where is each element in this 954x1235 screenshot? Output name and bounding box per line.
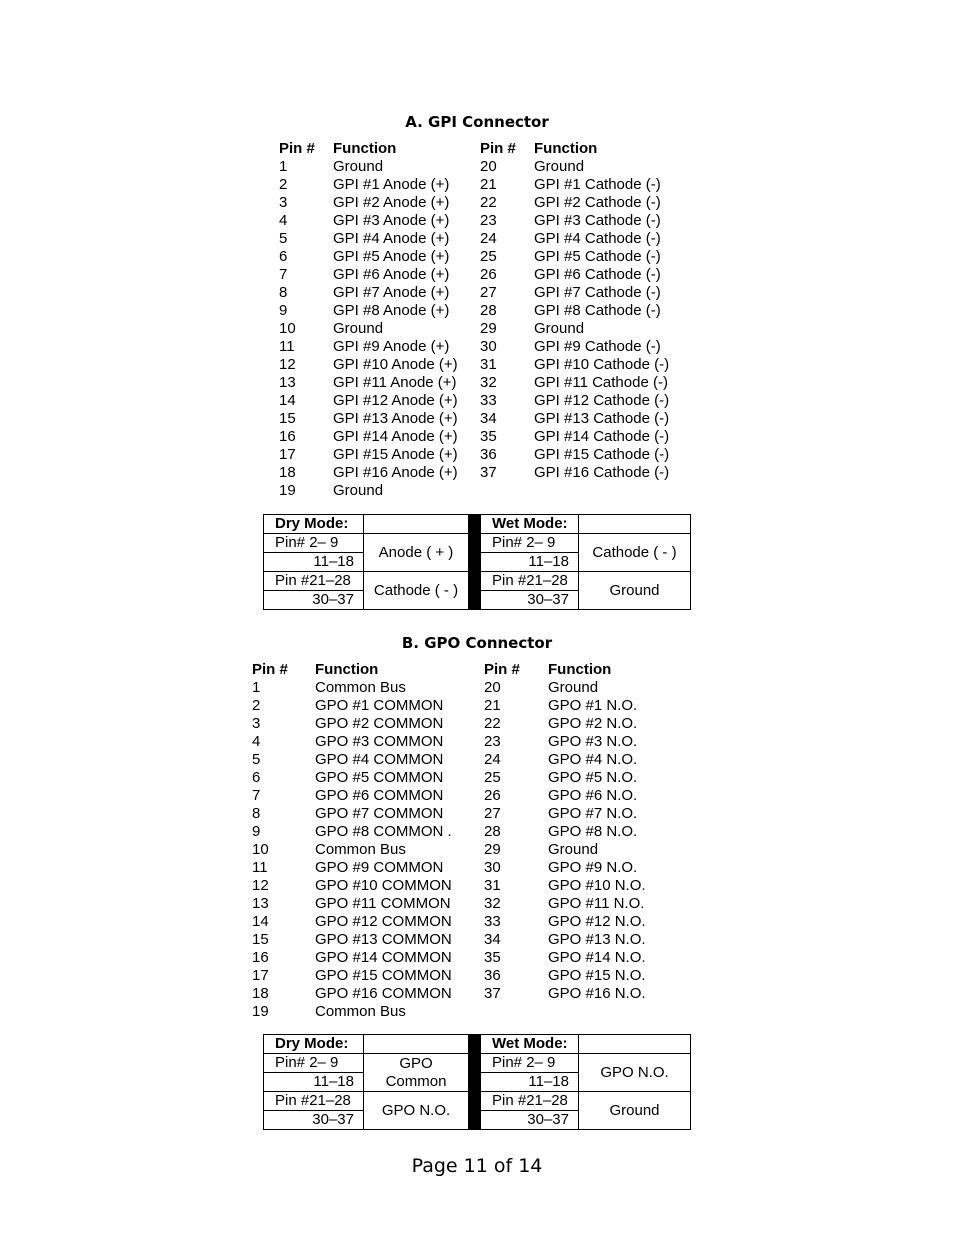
pin-number: 17	[252, 967, 269, 984]
pin-function: GPI #3 Anode (+)	[333, 212, 450, 229]
mode-divider	[469, 1035, 481, 1130]
pin-number: 2	[279, 176, 288, 193]
pin-number: 15	[279, 410, 296, 427]
pin-number: 32	[480, 374, 497, 391]
pin-number: 1	[279, 158, 288, 175]
pin-number: 19	[279, 482, 296, 499]
pin-number: 37	[480, 464, 497, 481]
pin-function: GPI #10 Cathode (-)	[534, 356, 670, 373]
table-header-row	[279, 140, 669, 158]
pin-number: 18	[252, 985, 269, 1002]
pin-number: 21	[480, 176, 497, 193]
pin-function: GPO #8 COMMON .	[315, 823, 452, 840]
pin-range: 30–37	[481, 591, 579, 610]
pin-function: GPI #10 Anode (+)	[333, 356, 458, 373]
dry-mode-value-line: GPO	[399, 1054, 433, 1072]
pin-function: GPO #10 COMMON	[315, 877, 452, 894]
pin-function: GPI #1 Cathode (-)	[534, 176, 661, 193]
pin-function: GPI #12 Cathode (-)	[534, 392, 670, 409]
pin-number: 22	[480, 194, 497, 211]
pin-number: 1	[252, 679, 261, 696]
table-row	[279, 356, 669, 374]
pin-function: GPO #3 N.O.	[548, 733, 638, 750]
table-row	[279, 302, 669, 320]
pin-number: 27	[484, 805, 501, 822]
pin-number: 15	[252, 931, 269, 948]
pin-header: Pin #	[279, 140, 315, 157]
pin-function: GPI #5 Cathode (-)	[534, 248, 661, 265]
blank-cell	[579, 1035, 691, 1054]
pin-range: Pin# 2– 9	[264, 1054, 364, 1073]
pin-range: Pin #21–28	[481, 1092, 579, 1111]
table-row	[252, 715, 646, 733]
pin-number: 33	[484, 913, 501, 930]
pin-function: GPO #5 N.O.	[548, 769, 638, 786]
pin-function: Ground	[534, 158, 585, 175]
pin-function: GPO #1 COMMON	[315, 697, 444, 714]
pin-number: 29	[480, 320, 497, 337]
table-row	[252, 931, 646, 949]
table-row	[279, 158, 669, 176]
dry-mode-value: Cathode ( - )	[364, 572, 469, 610]
pin-number: 25	[480, 248, 497, 265]
wet-mode-value: Ground	[579, 1092, 691, 1130]
table-row	[252, 823, 646, 841]
pin-number: 6	[279, 248, 288, 265]
dry-mode-label: Dry Mode:	[264, 515, 364, 534]
dry-mode-label: Dry Mode:	[264, 1035, 364, 1054]
pin-function: GPO #14 COMMON	[315, 949, 452, 966]
table-header-row	[252, 661, 646, 679]
pin-number: 31	[484, 877, 501, 894]
pin-number: 31	[480, 356, 497, 373]
pin-number	[484, 1003, 548, 1021]
pin-function: GPI #15 Anode (+)	[333, 446, 458, 463]
pin-header: Pin #	[252, 661, 288, 678]
table-row	[279, 212, 669, 230]
table-row	[279, 284, 669, 302]
function-header: Function	[534, 140, 598, 157]
pin-number: 28	[480, 302, 497, 319]
gpi-pin-table	[279, 140, 669, 500]
pin-number: 29	[484, 841, 501, 858]
table-row	[279, 194, 669, 212]
pin-function: GPI #16 Cathode (-)	[534, 464, 670, 481]
pin-function: GPI #1 Anode (+)	[333, 176, 450, 193]
pin-number: 4	[279, 212, 288, 229]
table-row	[252, 1003, 646, 1021]
pin-function: Ground	[333, 158, 384, 175]
table-row	[252, 859, 646, 877]
pin-function: GPO #7 N.O.	[548, 805, 638, 822]
dry-mode-value	[364, 1054, 469, 1092]
table-row	[252, 697, 646, 715]
pin-function: GPI #7 Cathode (-)	[534, 284, 661, 301]
pin-number: 20	[484, 679, 501, 696]
pin-number: 3	[279, 194, 288, 211]
wet-mode-label: Wet Mode:	[481, 1035, 579, 1054]
pin-function: GPO #3 COMMON	[315, 733, 444, 750]
pin-number: 9	[252, 823, 261, 840]
table-row	[252, 679, 646, 697]
pin-function: GPI #13 Cathode (-)	[534, 410, 670, 427]
table-row	[252, 895, 646, 913]
pin-function: GPO #5 COMMON	[315, 769, 444, 786]
pin-number: 25	[484, 769, 501, 786]
table-row	[279, 374, 669, 392]
pin-range: 30–37	[481, 1111, 579, 1130]
table-row	[279, 464, 669, 482]
wet-mode-value: Cathode ( - )	[579, 534, 691, 572]
pin-range: 30–37	[264, 1111, 364, 1130]
table-row	[279, 428, 669, 446]
dry-mode-value: Anode ( + )	[364, 534, 469, 572]
pin-function: Ground	[534, 320, 585, 337]
pin-function: GPI #11 Cathode (-)	[534, 374, 668, 391]
table-row	[279, 392, 669, 410]
pin-number: 10	[279, 320, 296, 337]
pin-number: 17	[279, 446, 296, 463]
pin-number: 33	[480, 392, 497, 409]
pin-number: 30	[484, 859, 501, 876]
pin-function: GPI #6 Anode (+)	[333, 266, 450, 283]
pin-function: GPO #6 N.O.	[548, 787, 638, 804]
table-row	[252, 805, 646, 823]
pin-function: GPO #13 COMMON	[315, 931, 452, 948]
blank-cell	[579, 515, 691, 534]
table-row	[279, 410, 669, 428]
table-row	[279, 266, 669, 284]
pin-number: 10	[252, 841, 269, 858]
pin-function: Common Bus	[315, 841, 406, 858]
pin-function: GPO #11 COMMON	[315, 895, 451, 912]
pin-number: 8	[279, 284, 288, 301]
pin-number: 28	[484, 823, 501, 840]
pin-function: GPO #12 COMMON	[315, 913, 452, 930]
pin-function: GPO #8 N.O.	[548, 823, 638, 840]
table-row	[279, 338, 669, 356]
pin-range: Pin# 2– 9	[481, 534, 579, 553]
function-header: Function	[333, 140, 397, 157]
pin-number: 16	[279, 428, 296, 445]
table-row	[279, 176, 669, 194]
pin-number: 30	[480, 338, 497, 355]
pin-range: Pin #21–28	[264, 572, 364, 591]
pin-number: 11	[252, 859, 268, 876]
pin-function: GPI #4 Anode (+)	[333, 230, 450, 247]
pin-number: 36	[480, 446, 497, 463]
pin-function: Common Bus	[315, 679, 406, 696]
gpo-pin-table	[252, 661, 646, 1021]
table-row	[252, 751, 646, 769]
pin-number: 13	[252, 895, 269, 912]
pin-function: GPO #2 N.O.	[548, 715, 638, 732]
pin-number: 5	[279, 230, 288, 247]
pin-function: GPI #16 Anode (+)	[333, 464, 458, 481]
pin-function: GPI #8 Anode (+)	[333, 302, 450, 319]
table-row	[279, 482, 669, 500]
pin-number: 32	[484, 895, 501, 912]
pin-range: 11–18	[481, 553, 579, 572]
pin-function: GPI #4 Cathode (-)	[534, 230, 661, 247]
pin-number: 26	[480, 266, 497, 283]
pin-function: GPO #7 COMMON	[315, 805, 444, 822]
gpi-section-title: A. GPI Connector	[405, 113, 549, 131]
pin-number: 35	[484, 949, 501, 966]
table-row	[252, 967, 646, 985]
pin-number: 23	[480, 212, 497, 229]
pin-function: GPO #15 COMMON	[315, 967, 452, 984]
pin-number: 14	[252, 913, 269, 930]
pin-number: 8	[252, 805, 261, 822]
pin-function: Ground	[548, 841, 599, 858]
pin-function: GPI #11 Anode (+)	[333, 374, 457, 391]
mode-divider	[469, 515, 481, 610]
pin-number: 13	[279, 374, 296, 391]
pin-number: 22	[484, 715, 501, 732]
pin-function: GPO #1 N.O.	[548, 697, 638, 714]
pin-function: GPI #3 Cathode (-)	[534, 212, 661, 229]
pin-function: GPO #10 N.O.	[548, 877, 646, 894]
pin-range: 11–18	[481, 1073, 579, 1092]
pin-number: 23	[484, 733, 501, 750]
table-row	[252, 949, 646, 967]
pin-function: GPI #2 Cathode (-)	[534, 194, 661, 211]
pin-number: 24	[480, 230, 497, 247]
wet-mode-value: GPO N.O.	[579, 1054, 691, 1092]
table-row	[279, 446, 669, 464]
wet-mode-label: Wet Mode:	[481, 515, 579, 534]
pin-function: GPO #6 COMMON	[315, 787, 444, 804]
pin-function: GPI #14 Anode (+)	[333, 428, 458, 445]
pin-function: GPO #2 COMMON	[315, 715, 444, 732]
gpo-mode-table	[263, 1034, 691, 1130]
pin-function: GPI #9 Cathode (-)	[534, 338, 661, 355]
pin-number: 11	[279, 338, 295, 355]
function-header: Function	[315, 661, 379, 678]
pin-number: 6	[252, 769, 261, 786]
table-row	[252, 733, 646, 751]
pin-number: 12	[252, 877, 269, 894]
dry-mode-value-line: Common	[385, 1072, 447, 1090]
pin-function: GPI #14 Cathode (-)	[534, 428, 670, 445]
pin-function: GPI #15 Cathode (-)	[534, 446, 670, 463]
pin-range: Pin #21–28	[481, 572, 579, 591]
pin-number: 16	[252, 949, 269, 966]
pin-number: 34	[484, 931, 501, 948]
pin-number: 37	[484, 985, 501, 1002]
table-row	[252, 877, 646, 895]
pin-number: 12	[279, 356, 296, 373]
pin-header: Pin #	[484, 661, 520, 678]
pin-number: 35	[480, 428, 497, 445]
pin-function: Ground	[333, 482, 384, 499]
dry-mode-value: GPO N.O.	[364, 1092, 469, 1130]
pin-number: 26	[484, 787, 501, 804]
pin-header: Pin #	[480, 140, 516, 157]
pin-number: 3	[252, 715, 261, 732]
pin-number: 14	[279, 392, 296, 409]
table-row	[279, 248, 669, 266]
pin-function: GPI #5 Anode (+)	[333, 248, 450, 265]
pin-number: 7	[279, 266, 288, 283]
pin-range: Pin# 2– 9	[264, 534, 364, 553]
table-row	[252, 985, 646, 1003]
pin-number: 34	[480, 410, 497, 427]
function-header: Function	[548, 661, 612, 678]
table-row	[252, 787, 646, 805]
pin-number: 4	[252, 733, 261, 750]
table-row	[252, 841, 646, 859]
table-row	[252, 769, 646, 787]
pin-number: 24	[484, 751, 501, 768]
pin-function: GPI #6 Cathode (-)	[534, 266, 661, 283]
table-row	[252, 913, 646, 931]
blank-cell	[364, 1035, 469, 1054]
blank-cell	[364, 515, 469, 534]
pin-number: 9	[279, 302, 288, 319]
pin-number: 2	[252, 697, 261, 714]
pin-function: GPO #16 N.O.	[548, 985, 646, 1002]
pin-function: GPO #4 N.O.	[548, 751, 638, 768]
pin-number: 5	[252, 751, 261, 768]
pin-function: GPO #4 COMMON	[315, 751, 444, 768]
pin-function: GPI #13 Anode (+)	[333, 410, 458, 427]
table-row	[279, 320, 669, 338]
pin-function: GPO #11 N.O.	[548, 895, 645, 912]
pin-function: Common Bus	[315, 1003, 406, 1020]
pin-function: GPO #9 COMMON	[315, 859, 444, 876]
pin-function: GPI #2 Anode (+)	[333, 194, 450, 211]
pin-range: 11–18	[264, 1073, 364, 1092]
pin-range: 30–37	[264, 591, 364, 610]
pin-function: GPO #16 COMMON	[315, 985, 452, 1002]
table-row	[279, 230, 669, 248]
pin-function: GPI #9 Anode (+)	[333, 338, 450, 355]
pin-function: GPO #15 N.O.	[548, 967, 646, 984]
pin-number: 20	[480, 158, 497, 175]
pin-function: GPO #14 N.O.	[548, 949, 646, 966]
pin-number: 27	[480, 284, 497, 301]
pin-function: GPO #12 N.O.	[548, 913, 646, 930]
wet-mode-value: Ground	[579, 572, 691, 610]
pin-number	[480, 482, 534, 500]
pin-number: 36	[484, 967, 501, 984]
pin-number: 19	[252, 1003, 269, 1020]
pin-function: GPO #13 N.O.	[548, 931, 646, 948]
pin-function: GPI #12 Anode (+)	[333, 392, 458, 409]
gpi-mode-table	[263, 514, 691, 610]
page-number: Page 11 of 14	[411, 1155, 543, 1177]
pin-range: Pin #21–28	[264, 1092, 364, 1111]
pin-range: Pin# 2– 9	[481, 1054, 579, 1073]
pin-function: GPO #9 N.O.	[548, 859, 638, 876]
pin-number: 21	[484, 697, 501, 714]
pin-range: 11–18	[264, 553, 364, 572]
pin-function: GPI #8 Cathode (-)	[534, 302, 661, 319]
pin-number: 18	[279, 464, 296, 481]
pin-function: Ground	[333, 320, 384, 337]
pin-number: 7	[252, 787, 261, 804]
pin-function: Ground	[548, 679, 599, 696]
pin-function: GPI #7 Anode (+)	[333, 284, 450, 301]
gpo-section-title: B. GPO Connector	[401, 634, 553, 652]
